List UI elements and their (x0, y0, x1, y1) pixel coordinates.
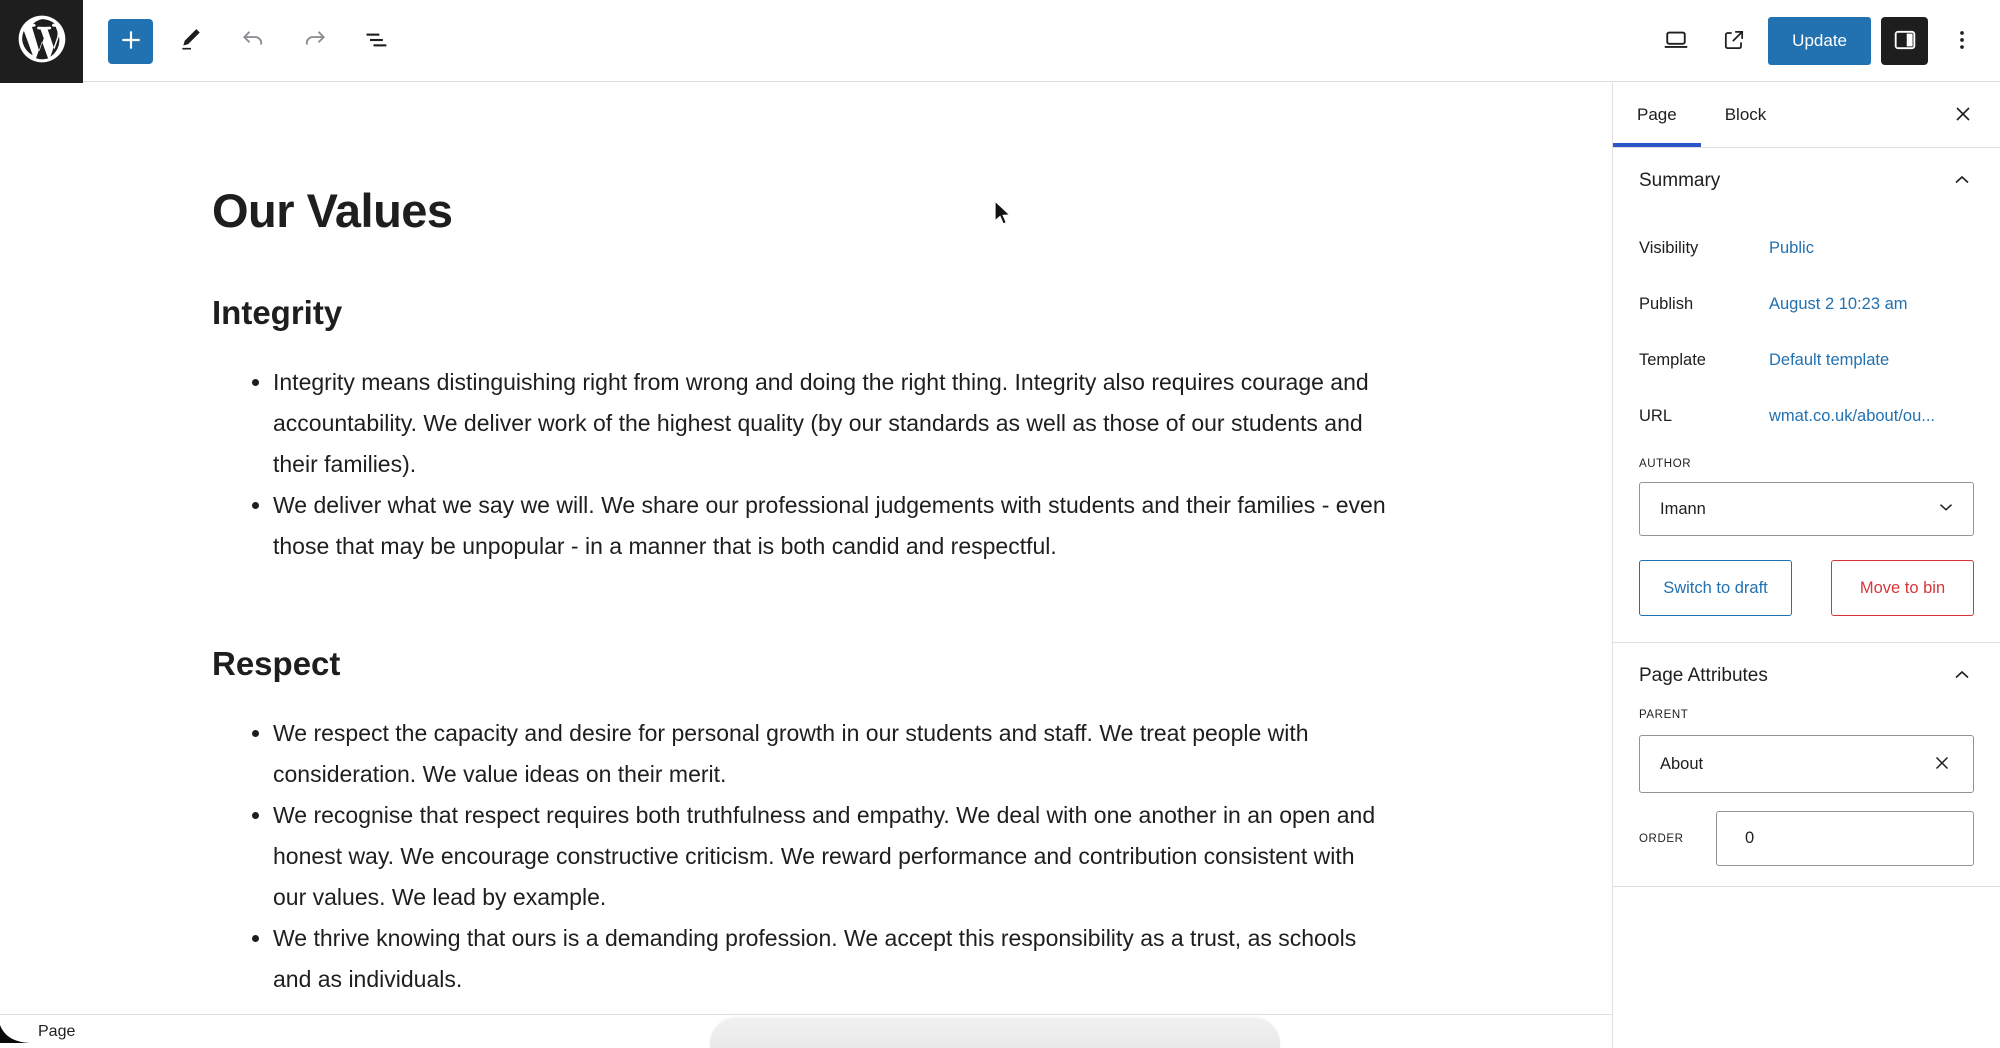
close-icon (1951, 102, 1975, 129)
settings-sidebar (1612, 83, 2000, 1048)
sidebar-tabs (1613, 83, 2000, 148)
undo-button[interactable] (229, 17, 277, 65)
toolbar-left-group (108, 0, 401, 82)
wordpress-icon (14, 11, 70, 72)
edit-tool-button[interactable] (167, 17, 215, 65)
move-to-bin-button[interactable]: Move to bin (1831, 560, 1974, 616)
author-selected-value: Imann (1660, 499, 1706, 518)
document-overview-button[interactable] (353, 17, 401, 65)
url-label: URL (1639, 406, 1673, 425)
author-label: AUTHOR (1639, 458, 1692, 470)
summary-row-publish (1639, 276, 1974, 332)
summary-panel-header[interactable] (1613, 148, 2000, 214)
template-value-link[interactable]: Default template (1769, 350, 1890, 369)
options-menu-button[interactable] (1938, 17, 1986, 65)
editor-canvas (0, 83, 1612, 1014)
order-row (1639, 811, 1974, 866)
list-item[interactable]: • We recognise that respect requires both truthfulness and empathy. We deal with one another in an open and honest way. We encourage constructive criticism. We reward performance and contribution consistent with our values. We lead by example. (273, 795, 1393, 918)
chevron-up-icon (1950, 663, 1974, 690)
publish-label: Publish (1639, 294, 1694, 313)
list-item[interactable]: • We thrive knowing that ours is a demanding profession. We accept this responsibility as a trust, as schools and as individuals. (273, 918, 1393, 1000)
plus-icon (118, 27, 144, 56)
close-sidebar-button[interactable] (1940, 92, 1986, 138)
switch-to-draft-button[interactable]: Switch to draft (1639, 560, 1792, 616)
summary-row-visibility (1639, 220, 1974, 276)
author-section (1613, 444, 2000, 536)
list-item[interactable]: • We deliver what we say we will. We share our professional judgements with students and their families - even those that may be unpopular - in a manner that is both candid and respectful. (273, 485, 1393, 567)
heading-block-respect[interactable]: Respect (212, 645, 341, 682)
bottom-sheet-peek (710, 1018, 1280, 1048)
list-item[interactable]: • Integrity means distinguishing right from wrong and doing the right thing. Integrity also requires courage and accountability. We deliver work of the highest quality (by our standards as well as those of our students and their families). (273, 362, 1393, 485)
pencil-icon (178, 27, 204, 56)
status-action-buttons (1613, 536, 2000, 616)
visibility-label: Visibility (1639, 238, 1699, 257)
chevron-down-icon (1935, 496, 1957, 523)
page-title-block[interactable]: Our Values (212, 184, 453, 237)
tab-page[interactable]: Page (1613, 83, 1701, 147)
summary-row-template (1639, 332, 1974, 388)
panel-divider (1613, 886, 2000, 887)
preview-button[interactable] (1652, 17, 1700, 65)
page-attributes-title: Page Attributes (1639, 665, 1768, 686)
list-block-integrity (0, 362, 1612, 567)
tab-block[interactable]: Block (1701, 83, 1791, 147)
summary-rows (1613, 214, 2000, 444)
order-input[interactable] (1716, 811, 1974, 866)
heading-block-integrity[interactable]: Integrity (212, 294, 343, 331)
redo-arrow-icon (301, 26, 329, 57)
update-button[interactable]: Update (1768, 17, 1871, 65)
close-icon (1931, 752, 1953, 777)
chevron-up-icon (1950, 168, 1974, 195)
order-label: ORDER (1639, 832, 1684, 845)
clear-parent-button[interactable] (1927, 748, 1957, 781)
laptop-icon (1661, 25, 1691, 58)
view-page-button[interactable] (1710, 17, 1758, 65)
redo-button[interactable] (291, 17, 339, 65)
page-attributes-panel-header[interactable] (1613, 643, 2000, 709)
parent-selected-value: About (1660, 754, 1704, 773)
add-block-button[interactable] (108, 19, 153, 64)
summary-panel-title: Summary (1639, 170, 1721, 191)
url-value-link[interactable]: wmat.co.uk/about/ou... (1769, 406, 1936, 425)
toolbar-right-group (1652, 0, 1986, 82)
kebab-menu-icon (1949, 27, 1975, 56)
page-attributes-body (1613, 709, 2000, 866)
visibility-value-link[interactable]: Public (1769, 238, 1814, 257)
breadcrumb-page[interactable]: Page (38, 1022, 76, 1040)
summary-row-url (1639, 388, 1974, 444)
template-label: Template (1639, 350, 1706, 369)
parent-page-combobox[interactable] (1639, 735, 1974, 793)
sidebar-panel-icon (1891, 26, 1919, 57)
list-item[interactable]: • We respect the capacity and desire for personal growth in our students and staff. We treat people with consideration. We value ideas on their merit. (273, 713, 1393, 795)
list-view-icon (363, 26, 391, 57)
wordpress-logo-button[interactable] (0, 0, 83, 83)
external-link-icon (1720, 26, 1748, 57)
parent-label: PARENT (1639, 709, 1689, 721)
list-block-respect (0, 713, 1612, 1000)
undo-arrow-icon (239, 26, 267, 57)
editor-top-bar (0, 0, 2000, 82)
author-select[interactable] (1639, 482, 1974, 536)
corner-cursor-artifact (0, 1025, 30, 1048)
settings-sidebar-toggle[interactable] (1881, 17, 1928, 65)
publish-value-link[interactable]: August 2 10:23 am (1769, 294, 1908, 313)
